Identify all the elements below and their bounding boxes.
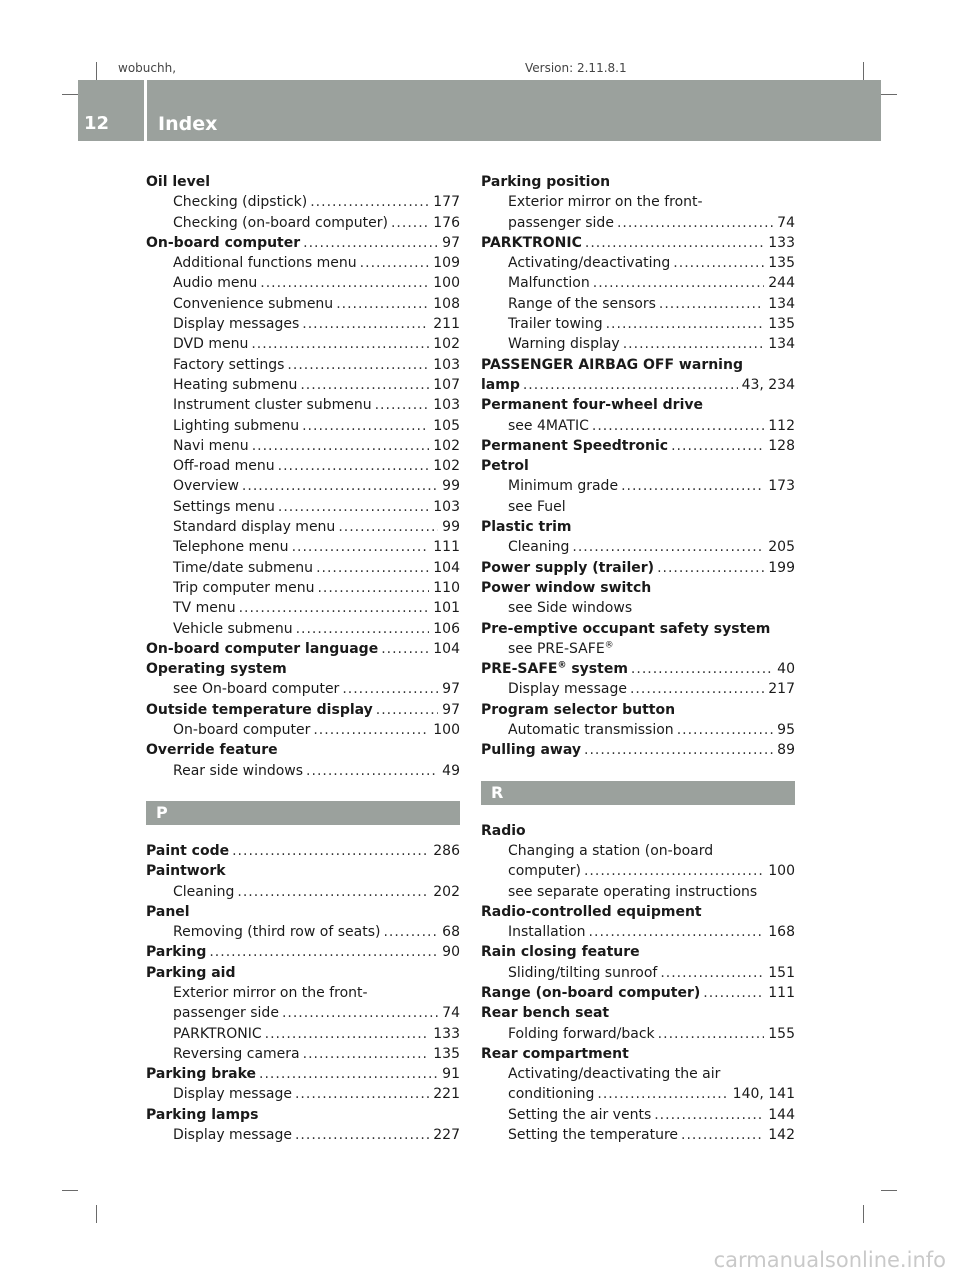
index-subentry: see PRE-SAFE® <box>508 640 614 657</box>
crop-mark <box>881 94 897 95</box>
index-entry: PARKTRONIC ..... 133 <box>481 233 795 253</box>
index-subentry: Warning display ..... 134 <box>481 334 795 354</box>
index-entry: Rain closing feature <box>481 944 640 961</box>
index-subentry: Checking (on-board computer) ..... 176 <box>146 213 460 233</box>
print-meta-left: wobuchh, <box>118 61 177 75</box>
index-subentry: Checking (dipstick) ..... 177 <box>146 192 460 212</box>
index-subentry: Display message ..... 221 <box>146 1084 460 1104</box>
index-subentry: Standard display menu ..... 99 <box>146 517 460 537</box>
index-subentry: PARKTRONIC ..... 133 <box>146 1024 460 1044</box>
index-entry: Power supply (trailer) ..... 199 <box>481 558 795 578</box>
index-subentry: Time/date submenu ..... 104 <box>146 558 460 578</box>
index-subentry: Activating/deactivating ..... 135 <box>481 253 795 273</box>
index-subentry: Lighting submenu ..... 105 <box>146 416 460 436</box>
index-subentry: Setting the air vents ..... 144 <box>481 1105 795 1125</box>
index-subentry: Instrument cluster submenu ..... 103 <box>146 395 460 415</box>
index-subentry: TV menu ..... 101 <box>146 598 460 618</box>
crop-mark <box>863 62 864 80</box>
index-entry: Rear bench seat <box>481 1005 610 1022</box>
header-divider <box>144 80 147 141</box>
index-subentry: DVD menu ..... 102 <box>146 334 460 354</box>
index-subentry: Cleaning ..... 205 <box>481 537 795 557</box>
index-subentry: Display message ..... 217 <box>481 679 795 699</box>
index-entry: Parking aid <box>146 964 236 981</box>
index-subentry: computer) ..... 100 <box>481 861 795 881</box>
crop-mark <box>96 62 97 80</box>
index-entry: Pre-emptive occupant safety system <box>481 620 771 637</box>
index-entry: Pulling away ..... 89 <box>481 740 795 760</box>
print-meta-right: Version: 2.11.8.1 <box>525 61 627 75</box>
index-entry: Override feature <box>146 742 278 759</box>
index-subentry: Installation ..... 168 <box>481 922 795 942</box>
index-subentry: Automatic transmission ..... 95 <box>481 720 795 740</box>
index-entry: Program selector button <box>481 701 676 718</box>
index-entry: Oil level <box>146 174 211 190</box>
index-subentry: Display message ..... 227 <box>146 1125 460 1145</box>
index-entry: Parking ..... 90 <box>146 942 460 962</box>
index-subentry: Additional functions menu ..... 109 <box>146 253 460 273</box>
index-subentry: Cleaning ..... 202 <box>146 882 460 902</box>
index-subentry: Convenience submenu ..... 108 <box>146 294 460 314</box>
index-subentry: conditioning ..... 140, 141 <box>481 1084 795 1104</box>
index-subentry: Removing (third row of seats) ..... 68 <box>146 922 460 942</box>
index-entry: Petrol <box>481 458 529 475</box>
index-subentry: Factory settings ..... 103 <box>146 355 460 375</box>
index-subentry: Sliding/tilting sunroof ..... 151 <box>481 963 795 983</box>
index-entry: Paintwork <box>146 863 226 880</box>
index-entry: Power window switch <box>481 579 652 596</box>
index-subentry: Audio menu ..... 100 <box>146 273 460 293</box>
index-subentry: see separate operating instructions <box>508 883 758 900</box>
index-subentry: Telephone menu ..... 111 <box>146 537 460 557</box>
index-subentry: passenger side ..... 74 <box>146 1003 460 1023</box>
index-subentry: Navi menu ..... 102 <box>146 436 460 456</box>
index-subentry: see 4MATIC ..... 112 <box>481 416 795 436</box>
index-subentry: Trip computer menu ..... 110 <box>146 578 460 598</box>
crop-mark <box>881 1190 897 1191</box>
index-entry: Parking lamps <box>146 1106 259 1123</box>
page-number: 12 <box>84 113 110 134</box>
index-entry: Panel <box>146 903 190 920</box>
crop-mark <box>96 1205 97 1223</box>
index-entry: Radio <box>481 822 526 839</box>
index-subentry: Off-road menu ..... 102 <box>146 456 460 476</box>
index-subentry: Rear side windows ..... 49 <box>146 761 460 781</box>
index-entry: PRE-SAFE® system ..... 40 <box>481 659 795 679</box>
index-subentry: Trailer towing ..... 135 <box>481 314 795 334</box>
page-title: Index <box>158 113 218 135</box>
index-column-right <box>481 172 795 1145</box>
index-subentry: see Side windows <box>508 600 633 617</box>
section-header-r: R <box>481 781 795 805</box>
index-subentry: On-board computer ..... 100 <box>146 720 460 740</box>
index-entry: Operating system <box>146 661 287 678</box>
index-entry: Outside temperature display ..... 97 <box>146 700 460 720</box>
index-subentry: Changing a station (on-board <box>508 842 714 859</box>
index-subentry: Exterior mirror on the front- <box>173 984 368 1001</box>
index-subentry: see On-board computer ..... 97 <box>146 679 460 699</box>
crop-mark <box>62 1190 78 1191</box>
index-subentry: Malfunction ..... 244 <box>481 273 795 293</box>
index-entry: Parking position <box>481 174 611 190</box>
watermark: carmanualsonline.info <box>713 1248 946 1272</box>
index-subentry: Settings menu ..... 103 <box>146 497 460 517</box>
index-subentry: Minimum grade ..... 173 <box>481 476 795 496</box>
index-subentry: Display messages ..... 211 <box>146 314 460 334</box>
index-subentry: Folding forward/back ..... 155 <box>481 1024 795 1044</box>
index-entry: Range (on-board computer) ..... 111 <box>481 983 795 1003</box>
index-entry: Radio-controlled equipment <box>481 903 702 920</box>
index-entry: Permanent four-wheel drive <box>481 397 703 414</box>
index-entry: PASSENGER AIRBAG OFF warning <box>481 356 743 373</box>
section-header-p: P <box>146 801 460 825</box>
index-entry: On-board computer ..... 97 <box>146 233 460 253</box>
index-entry: Permanent Speedtronic ..... 128 <box>481 436 795 456</box>
index-entry: lamp ..... 43, 234 <box>481 375 795 395</box>
index-subentry: Setting the temperature ..... 142 <box>481 1125 795 1145</box>
index-subentry: Heating submenu ..... 107 <box>146 375 460 395</box>
crop-mark <box>62 94 78 95</box>
index-subentry: see Fuel <box>508 498 566 515</box>
index-subentry: Range of the sensors ..... 134 <box>481 294 795 314</box>
index-subentry: Vehicle submenu ..... 106 <box>146 619 460 639</box>
index-column-left <box>146 172 460 1145</box>
index-subentry: Activating/deactivating the air <box>508 1066 721 1083</box>
index-entry: Parking brake ..... 91 <box>146 1064 460 1084</box>
index-subentry: Overview ..... 99 <box>146 476 460 496</box>
index-subentry: Reversing camera ..... 135 <box>146 1044 460 1064</box>
index-entry: On-board computer language ..... 104 <box>146 639 460 659</box>
index-entry: Plastic trim <box>481 519 572 536</box>
index-subentry: Exterior mirror on the front- <box>508 194 703 211</box>
crop-mark <box>863 1205 864 1223</box>
index-entry: Paint code ..... 286 <box>146 841 460 861</box>
index-entry: Rear compartment <box>481 1045 629 1062</box>
index-subentry: passenger side ..... 74 <box>481 213 795 233</box>
